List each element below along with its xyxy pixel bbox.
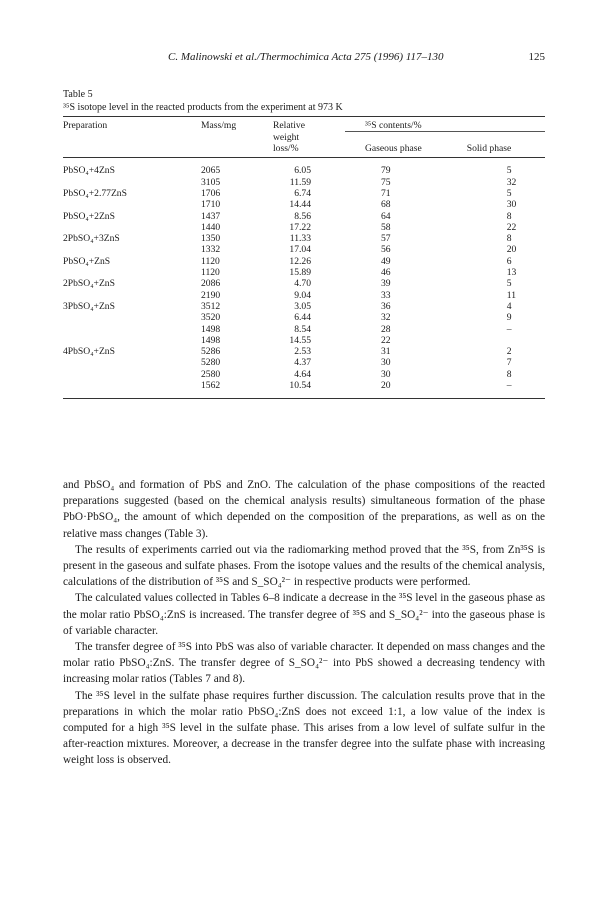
cell-preparation: [63, 369, 199, 380]
cell-gaseous: 36: [381, 300, 391, 312]
table-row: [63, 301, 545, 312]
cell-solid: 32: [506, 176, 517, 188]
cell-preparation: [63, 380, 199, 399]
table-row: [63, 244, 545, 255]
cell-solid: 11: [506, 289, 516, 301]
cell-solid: [463, 335, 545, 346]
cell-mass: 1437: [201, 210, 221, 222]
cell-gaseous: 56: [381, 244, 391, 256]
cell-preparation: [63, 335, 199, 346]
cell-preparation: [63, 244, 199, 255]
col-mass: Mass/mg: [201, 120, 237, 131]
cell-relative-loss: 11.33: [289, 233, 311, 245]
cell-relative-loss: 9.04: [294, 289, 311, 301]
cell-relative-loss: 11.59: [289, 176, 311, 188]
col-relative-loss-1: Relative: [273, 120, 305, 131]
table-row: [63, 177, 545, 188]
cell-preparation: [63, 357, 199, 368]
cell-preparation: [63, 267, 199, 278]
col-contents: ³⁵S contents/%: [365, 120, 422, 131]
table-title: ³⁵S isotope level in the reacted products from the experiment at 973 K: [63, 102, 343, 113]
cell-gaseous: 49: [381, 255, 391, 267]
cell-mass: 2580: [201, 368, 221, 380]
cell-relative-loss: 15.89: [289, 267, 311, 279]
cell-gaseous: 79: [381, 165, 391, 177]
cell-relative-loss: 6.44: [294, 312, 311, 324]
table-row: [63, 278, 545, 289]
cell-gaseous: 33: [381, 289, 391, 301]
table-row: [63, 380, 545, 399]
cell-gaseous: 46: [381, 267, 391, 279]
table-row: [63, 188, 545, 199]
cell-mass: 1710: [201, 199, 221, 211]
cell-mass: 1350: [201, 233, 221, 245]
cell-solid: 20: [506, 244, 517, 256]
table-row: [63, 233, 545, 244]
cell-relative-loss: 6.74: [294, 187, 311, 199]
cell-preparation: 2PbSO₄+3ZnS: [63, 233, 120, 245]
cell-gaseous: 75: [381, 176, 391, 188]
cell-gaseous: 71: [381, 187, 391, 199]
cell-gaseous: 68: [381, 199, 391, 211]
col-relative-loss-2: weight: [273, 131, 300, 143]
cell-relative-loss: 6.05: [294, 165, 311, 177]
cell-mass: 2086: [201, 278, 221, 290]
cell-solid: 5: [506, 165, 512, 177]
table-row: [63, 369, 545, 380]
table-label: Table 5: [63, 89, 93, 100]
col-gaseous: Gaseous phase: [365, 143, 422, 155]
cell-solid: –: [506, 323, 512, 335]
cell-relative-loss: 10.54: [289, 380, 311, 392]
running-title: C. Malinowski et al./Thermochimica Acta 275 (1996) 117–130: [168, 51, 444, 63]
cell-preparation: 2PbSO₄+ZnS: [63, 278, 115, 290]
cell-solid: 8: [506, 210, 512, 222]
cell-gaseous: 31: [381, 346, 391, 358]
cell-relative-loss: 4.70: [294, 278, 311, 290]
cell-solid: 4: [506, 300, 512, 312]
cell-gaseous: 20: [381, 380, 391, 392]
cell-preparation: PbSO₄+2.77ZnS: [63, 187, 127, 199]
cell-relative-loss: 3.05: [294, 300, 311, 312]
cell-gaseous: 57: [381, 233, 391, 245]
cell-solid: 5: [506, 278, 512, 290]
cell-mass: 3520: [201, 312, 221, 324]
cell-solid: –: [506, 380, 512, 392]
cell-gaseous: 64: [381, 210, 391, 222]
cell-mass: 1332: [201, 244, 221, 256]
page-number: 125: [528, 51, 545, 63]
isotope-table: [63, 116, 545, 399]
cell-relative-loss: 4.37: [294, 357, 311, 369]
table-row: [63, 335, 545, 346]
cell-mass: 2065: [201, 165, 221, 177]
table-row: [63, 199, 545, 210]
table-row: [63, 290, 545, 301]
cell-mass: 1498: [201, 323, 221, 335]
cell-preparation: [63, 177, 199, 188]
cell-relative-loss: 14.55: [289, 334, 311, 346]
cell-solid: 6: [506, 255, 512, 267]
table-row: [63, 357, 545, 368]
cell-mass: 3512: [201, 300, 221, 312]
table-body: [63, 158, 545, 399]
cell-preparation: PbSO₄+ZnS: [63, 255, 111, 267]
cell-relative-loss: 12.26: [289, 255, 311, 267]
cell-gaseous: 32: [381, 312, 391, 324]
cell-gaseous: 58: [381, 221, 391, 233]
col-preparation: Preparation: [63, 120, 108, 131]
table-row: [63, 158, 545, 177]
cell-solid: 8: [506, 233, 512, 245]
paragraph: The ³⁵S level in the sulfate phase requires further discussion. The calculation results prove that in the preparations in which the molar ratio PbSO₄:ZnS does not exceed 1:1, a low value of the index is computed for a high ³⁵S level in the sulfate phase. This arises from a low level of sulfate sulfur in the after-reaction mixtures. Moreover, a decrease in the transfer degree into the sulfate phase with increasing weight loss is observed.: [63, 689, 545, 767]
cell-mass: 5286: [201, 346, 221, 358]
cell-mass: 1562: [201, 380, 221, 392]
cell-gaseous: 28: [381, 323, 391, 335]
table-caption: [63, 88, 545, 114]
paragraph: and PbSO₄ and formation of PbS and ZnO. The calculation of the phase compositions of the reacted preparations suggested (based on the chemical analysis results) simultaneous formation of the phase PbO·PbSO₄, the amount of which depended on the composition of the preparations, as well as on the relative mass changes (Table 3).: [63, 479, 545, 540]
cell-preparation: 3PbSO₄+ZnS: [63, 300, 115, 312]
table-row: [63, 222, 545, 233]
cell-preparation: [63, 199, 199, 210]
table-row: [63, 346, 545, 357]
cell-solid: 5: [506, 187, 512, 199]
cell-relative-loss: 14.44: [289, 199, 311, 211]
cell-preparation: [63, 290, 199, 301]
cell-preparation: [63, 222, 199, 233]
paragraph: The results of experiments carried out via the radiomarking method proved that the ³⁵S, from Zn³⁵S is present in the gaseous and sulfate phases. From the isotope values and the results of the chemical analysis, calculations of the distribution of ³⁵S and S_SO₄²⁻ in respective products were performed.: [63, 543, 545, 589]
cell-gaseous: 22: [381, 334, 391, 346]
cell-solid: 8: [506, 368, 512, 380]
cell-preparation: PbSO₄+2ZnS: [63, 210, 115, 222]
cell-preparation: [63, 312, 199, 323]
cell-relative-loss: 8.56: [294, 210, 311, 222]
table-row: [63, 267, 545, 278]
cell-solid: 2: [506, 346, 512, 358]
cell-preparation: PbSO₄+4ZnS: [63, 165, 115, 177]
table-row: [63, 312, 545, 323]
cell-solid: 13: [506, 267, 517, 279]
cell-gaseous: 30: [381, 368, 391, 380]
cell-relative-loss: 17.04: [289, 244, 311, 256]
cell-mass: 1706: [201, 187, 221, 199]
cell-relative-loss: 17.22: [289, 221, 311, 233]
paragraph: The transfer degree of ³⁵S into PbS was also of variable character. It depended on mass changes and the molar ratio PbSO₄:ZnS. The transfer degree of S_SO₄²⁻ into PbS showed a decreasing tendency with increasing molar ratios (Tables 7 and 8).: [63, 641, 545, 686]
paragraph: The calculated values collected in Tables 6–8 indicate a decrease in the ³⁵S level in the gaseous phase as the molar ratio PbSO₄:ZnS is increased. The transfer degree of ³⁵S and S_SO₄²⁻ into the gaseous phase is of variable character.: [63, 592, 545, 637]
table-row: [63, 211, 545, 222]
cell-preparation: [63, 324, 199, 335]
cell-relative-loss: 2.53: [294, 346, 311, 358]
cell-mass: 1120: [201, 267, 220, 279]
cell-mass: 5280: [201, 357, 221, 369]
cell-gaseous: 39: [381, 278, 391, 290]
cell-gaseous: 30: [381, 357, 391, 369]
col-solid: Solid phase: [466, 143, 512, 155]
cell-relative-loss: 4.64: [294, 368, 311, 380]
cell-mass: 1498: [201, 334, 221, 346]
cell-mass: 2190: [201, 289, 221, 301]
body-text: [63, 477, 545, 769]
cell-mass: 1440: [201, 221, 221, 233]
cell-solid: 22: [506, 221, 517, 233]
cell-solid: 7: [506, 357, 512, 369]
cell-relative-loss: 8.54: [294, 323, 311, 335]
col-relative-loss-3: loss/%: [273, 143, 299, 155]
table-row: [63, 256, 545, 267]
table-row: [63, 324, 545, 335]
cell-preparation: 4PbSO₄+ZnS: [63, 346, 115, 358]
cell-mass: 3105: [201, 176, 221, 188]
cell-solid: 30: [506, 199, 517, 211]
cell-mass: 1120: [201, 255, 220, 267]
cell-solid: 9: [506, 312, 512, 324]
